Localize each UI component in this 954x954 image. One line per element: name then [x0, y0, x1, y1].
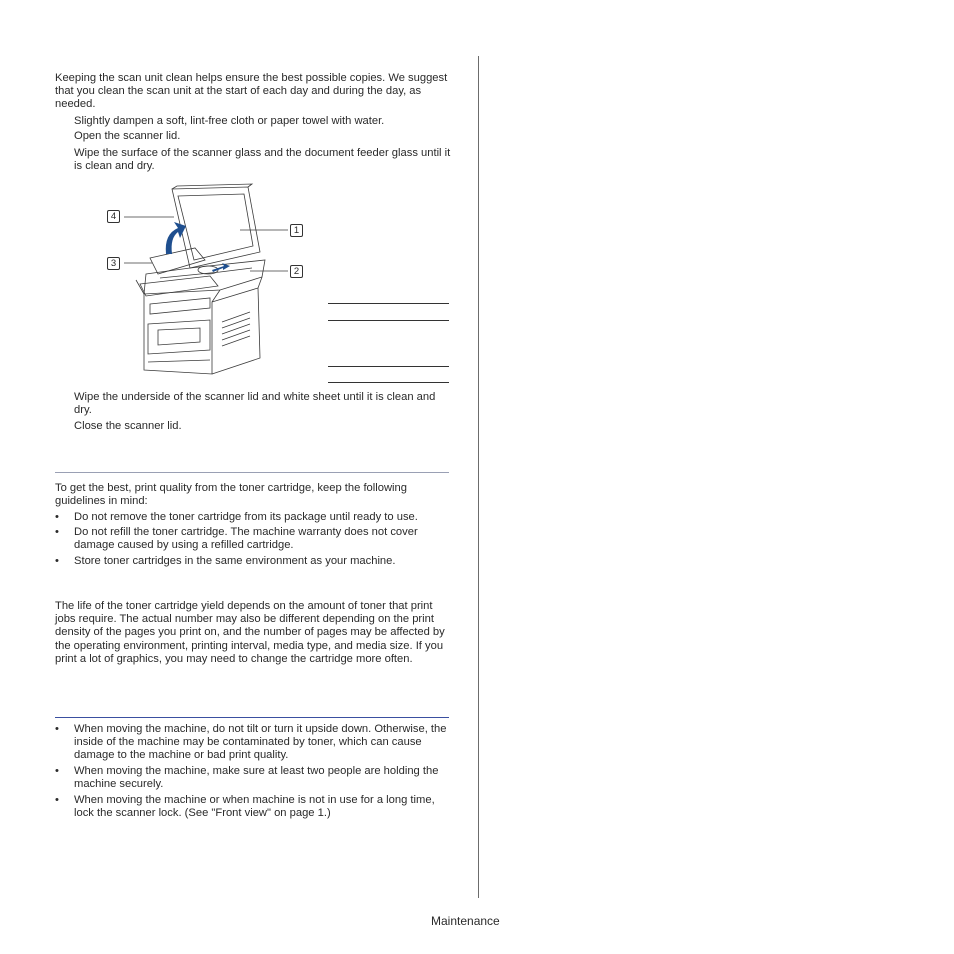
scan-step-2: Open the scanner lid.	[74, 130, 181, 142]
section-rule-toner	[55, 472, 449, 473]
moving-bullet-text: When moving the machine, do not tilt or turn it upside down. Otherwise, the inside of the machine may be contaminated by toner, which can cause damage to the machine or bad print quality.	[74, 723, 447, 762]
section-rule-moving	[55, 717, 449, 718]
bullet-glyph: •	[55, 511, 59, 523]
bullet-glyph: •	[55, 526, 59, 538]
callout-2: 2	[290, 265, 303, 278]
toner-bullet-text: Store toner cartridges in the same environment as your machine.	[74, 555, 396, 567]
bullet-glyph: •	[55, 765, 59, 777]
lid-white-sheet	[178, 194, 253, 260]
toner-bullet-text: Do not remove the toner cartridge from its package until ready to use.	[74, 511, 418, 523]
scan-step-5: Close the scanner lid.	[74, 420, 182, 432]
toner-life-paragraph: The life of the toner cartridge yield depends on the amount of toner that print jobs require. The actual number may also be different depending on the print density of the pages you print on, and the number of pages may be affected by the operating environment, printing interval, media type, and media size. If you print a lot of graphics, you may need to change the cartridge more often.	[55, 600, 445, 665]
callout-1: 1	[290, 224, 303, 237]
scan-intro-paragraph: Keeping the scan unit clean helps ensure the best possible copies. We suggest that you clean the scan unit at the start of each day and during the day, as needed.	[55, 72, 448, 111]
scanner-cleaning-illustration	[100, 182, 320, 382]
bullet-glyph: •	[55, 555, 59, 567]
legend-rule-3	[328, 366, 449, 367]
bullet-glyph: •	[55, 794, 59, 806]
moving-bullet-text: When moving the machine or when machine is not in use for a long time, lock the scanner lock. (See "Front view" on page 1.)	[74, 794, 435, 820]
toner-bullet-text: Do not refill the toner cartridge. The machine warranty does not cover damage caused by using a refilled cartridge.	[74, 526, 418, 552]
legend-rule-2	[328, 320, 449, 321]
printer-body-right	[212, 288, 260, 374]
moving-bullet-text: When moving the machine, make sure at least two people are holding the machine securely.	[74, 765, 439, 791]
footer-chapter-label: Maintenance	[431, 914, 500, 928]
toner-intro-paragraph: To get the best, print quality from the toner cartridge, keep the following guidelines in mind:	[55, 482, 407, 508]
column-divider	[478, 56, 479, 898]
legend-rule-1	[328, 303, 449, 304]
paper-tray	[148, 320, 210, 354]
scan-step-4: Wipe the underside of the scanner lid and white sheet until it is clean and dry.	[74, 391, 436, 417]
callout-3: 3	[107, 257, 120, 270]
bullet-glyph: •	[55, 723, 59, 735]
output-tray	[150, 298, 210, 314]
legend-rule-4	[328, 382, 449, 383]
callout-4: 4	[107, 210, 120, 223]
scan-step-3: Wipe the surface of the scanner glass and the document feeder glass until it is clean and dry.	[74, 147, 451, 173]
scan-step-1: Slightly dampen a soft, lint-free cloth or paper towel with water.	[74, 115, 385, 127]
